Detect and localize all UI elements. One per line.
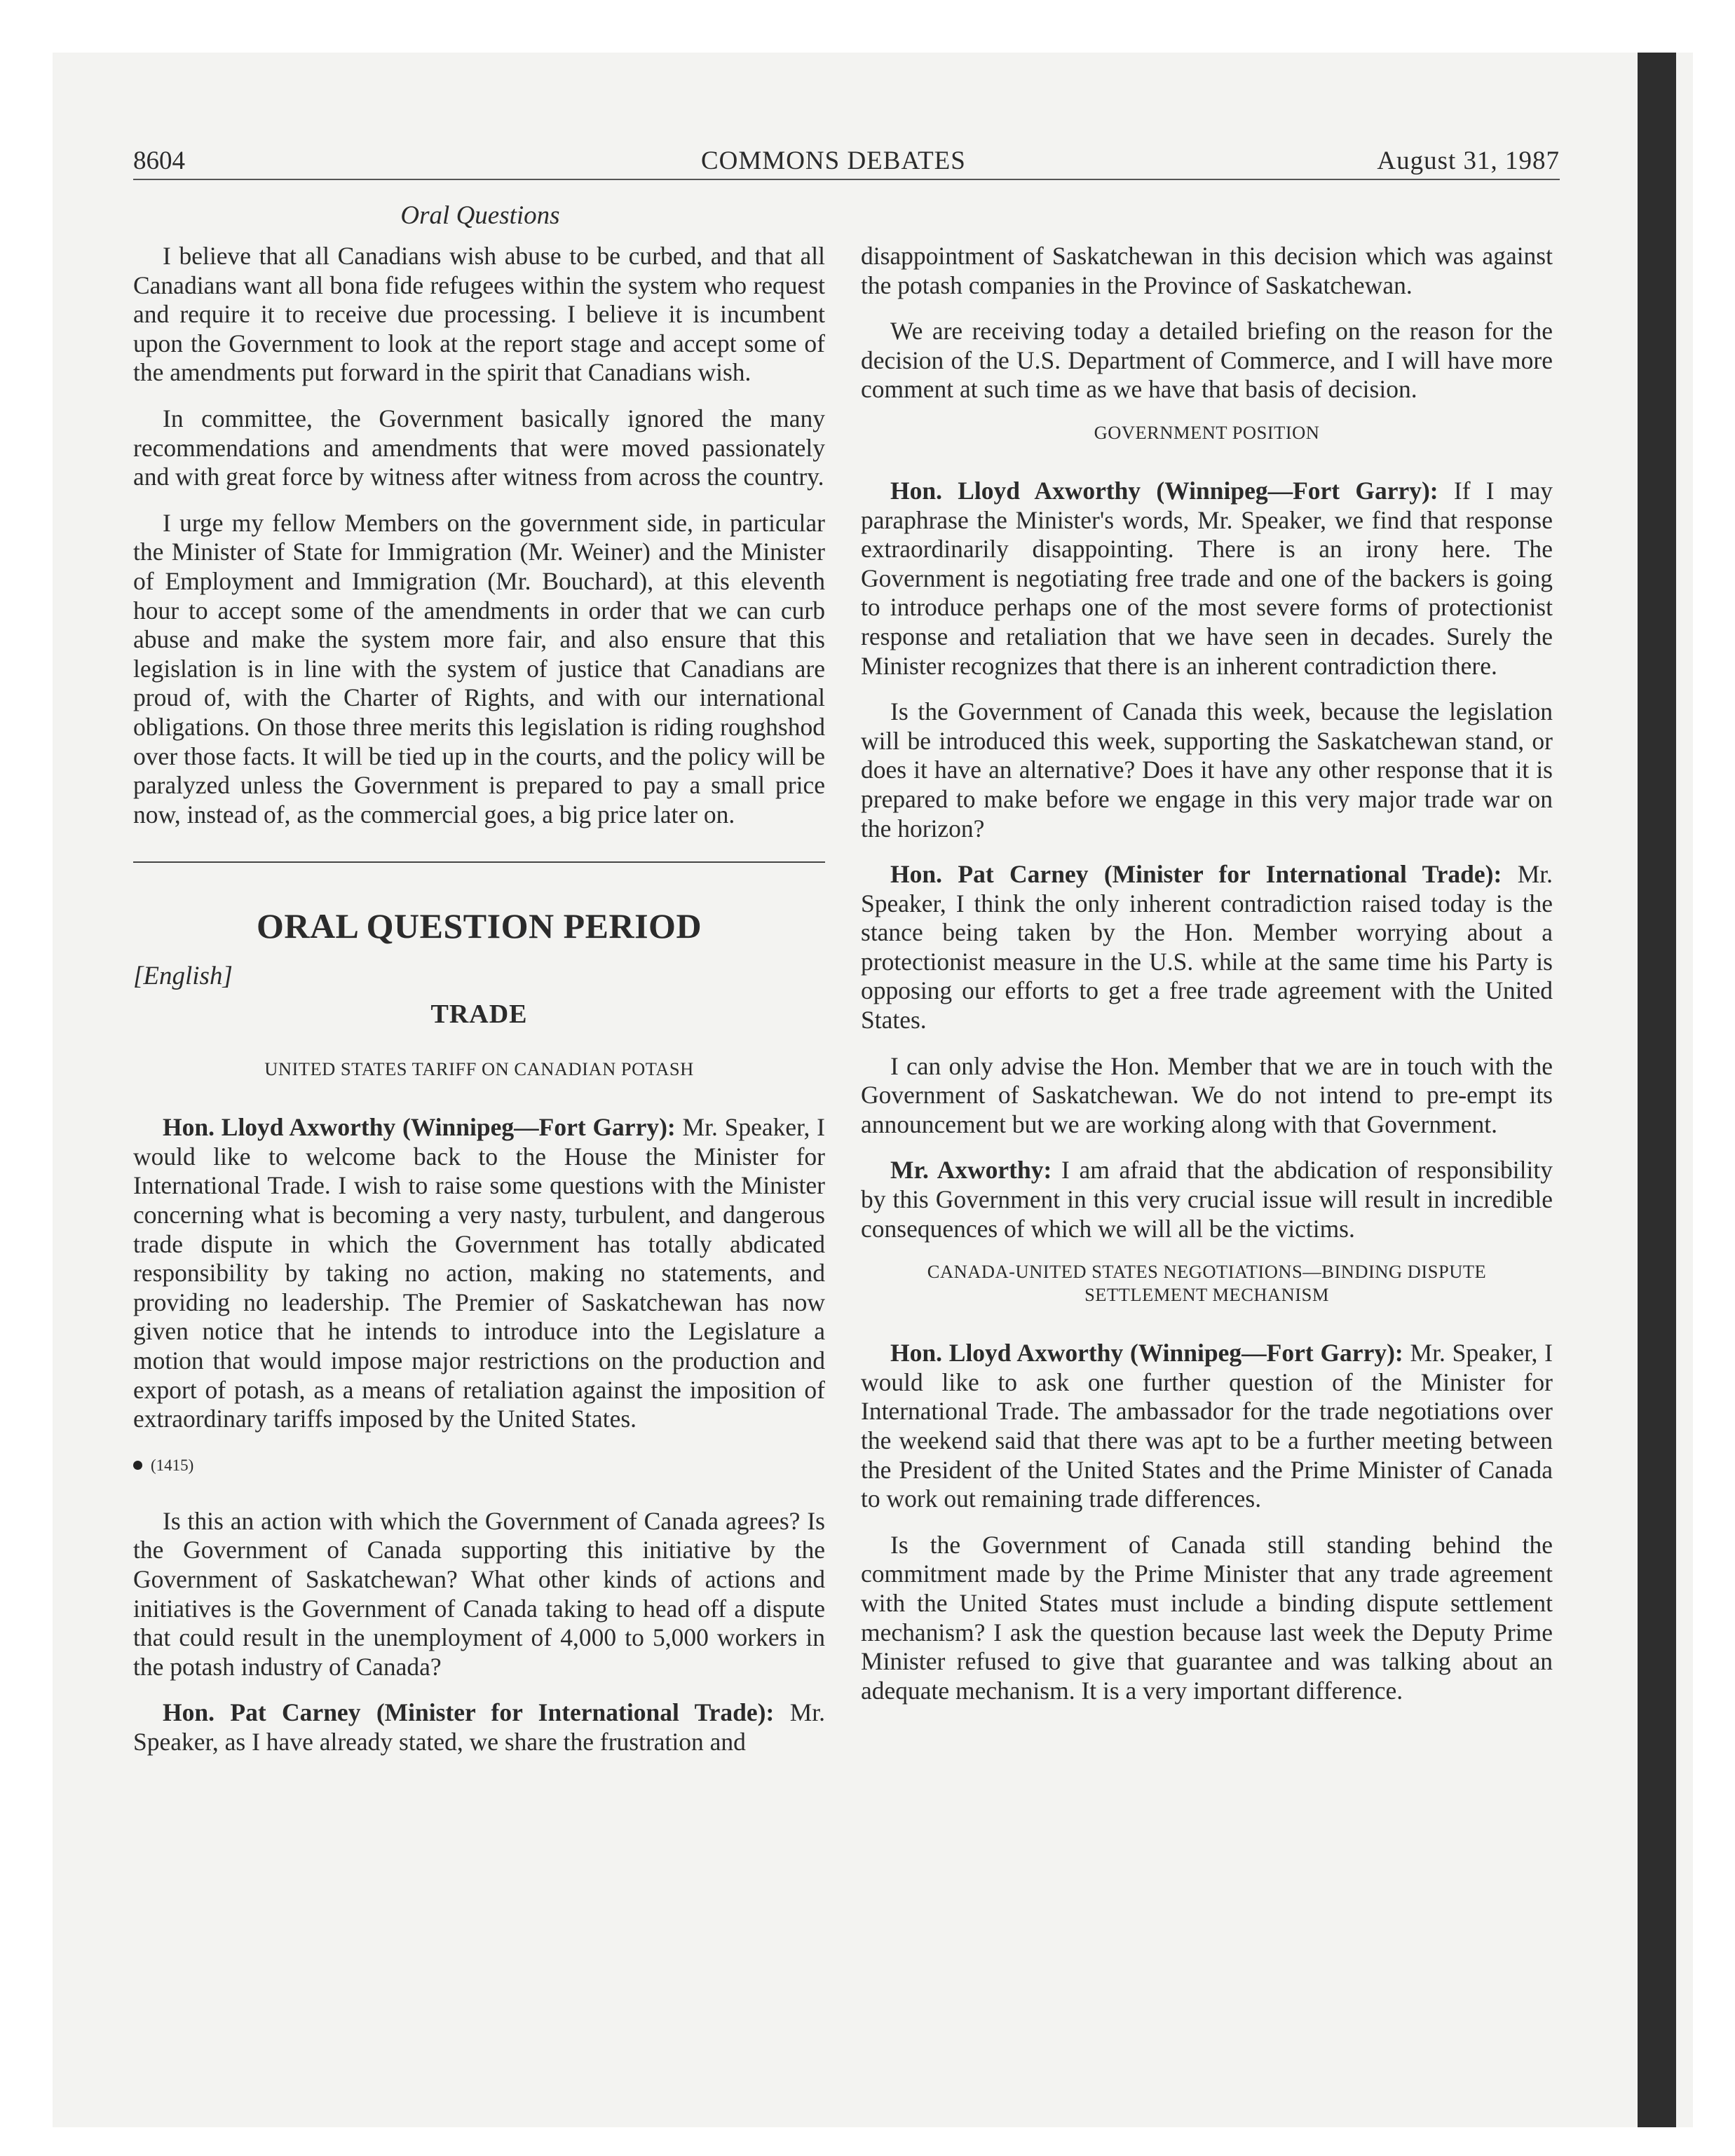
publication-title: COMMONS DEBATES	[701, 146, 966, 175]
time-marker-text: (1415)	[151, 1456, 194, 1474]
publication-date: August 31, 1987	[1377, 146, 1560, 175]
speech-text: Mr. Speaker, I think the only inherent contradiction raised today is the stance being taken by the Hon. Member worrying about a protectionist measure in the U.S. while at the same time his Party is opposing our efforts to get a free trade agreement with the United States.	[861, 860, 1553, 1035]
speaker-name: Hon. Lloyd Axworthy (Winnipeg—Fort Garry):	[163, 1113, 676, 1142]
speech-text: Mr. Speaker, I would like to ask one further question of the Minister for International Trade. The ambassador for the trade negotiations over the weekend said that there was apt to be a further meeting between the President of the United States and the Prime Minister of Canada to work out remaining trade differences.	[861, 1339, 1553, 1513]
paragraph: I urge my fellow Members on the government side, in particular the Minister of State for Immigration (Mr. Weiner) and the Minister of Employment and Immigration (Mr. Bouchard), at this eleventh hour to accept some of the amendments in order that we can curb abuse and make the system more fair, and also ensure that this legislation is in line with the system of justice that Canadians are proud of, with the Charter of Rights, and with our international obligations. On those three merits this legislation is riding roughshod over those facts. It will be tied up in the courts, and the policy will be paralyzed unless the Government is prepared to pay a small price now, instead of, as the commercial goes, a big price later on.	[133, 508, 825, 828]
speech-text: I am afraid that the abdication of responsibility by this Government in this very crucial issue will result in incredible consequences of which we will all be the victims.	[861, 1156, 1553, 1243]
speaker-name: Hon. Lloyd Axworthy (Winnipeg—Fort Garry):	[890, 476, 1438, 505]
speech-text: If I may paraphrase the Minister's words, Mr. Speaker, we find that response extraordinarily disappointing. There is an irony here. The Government is negotiating free trade and one of the backers is going to introduce perhaps one of the most severe forms of protectionist response and retaliation that we have seen in decades. Surely the Minister recognizes that there is an inherent contradiction there.	[861, 476, 1553, 680]
speaker-name: Mr. Axworthy:	[890, 1156, 1052, 1185]
speech-paragraph	[861, 1156, 1553, 1243]
paragraph: Is the Government of Canada this week, because the legislation will be introduced this week, supporting the Saskatchewan stand, or does it have an alternative? Does it have any other response that it is prepared to make before we engage in this very major trade war on the horizon?	[861, 697, 1553, 842]
section-divider	[133, 861, 825, 863]
speech-paragraph	[133, 1113, 825, 1434]
trade-heading: TRADE	[430, 999, 528, 1030]
paragraph: I can only advise the Hon. Member that we are in touch with the Government of Saskatchewan. We do not intend to pre-empt its announcement but we are working along with that Government.	[861, 1051, 1553, 1138]
time-marker	[133, 1454, 825, 1478]
subheading: UNITED STATES TARIFF ON CANADIAN POTASH	[264, 1058, 694, 1080]
language-note: [English]	[133, 962, 233, 991]
page-number: 8604	[133, 146, 185, 175]
bullet-icon	[133, 1461, 142, 1470]
header-rule	[133, 179, 1560, 180]
subheading-line: CANADA-UNITED STATES NEGOTIATIONS—BINDING DISPUTE	[927, 1261, 1487, 1283]
oral-question-period-title: ORAL QUESTION PERIOD	[256, 906, 702, 946]
paragraph: Is this an action with which the Government of Canada agrees? Is the Government of Canada supporting this initiative by the Government of Saskatchewan? What other kinds of actions and initiatives is the Government of Canada taking to head off a dispute that could result in the unemployment of 4,000 to 5,000 workers in the potash industry of Canada?	[133, 1506, 825, 1681]
speech-paragraph	[861, 1339, 1553, 1514]
speech-paragraph	[133, 1698, 825, 1756]
speaker-name: Hon. Pat Carney (Minister for International Trade):	[163, 1698, 775, 1727]
paragraph: Is the Government of Canada still standing behind the commitment made by the Prime Minister that any trade agreement with the United States must include a binding dispute settlement mechanism? I ask the question because last week the Deputy Prime Minister refused to give that guarantee and was talking about an adequate mechanism. It is a very important difference.	[861, 1530, 1553, 1705]
paragraph: I believe that all Canadians wish abuse to be curbed, and that all Canadians want all bona fide refugees within the system who request and require it to receive due processing. I believe it is incumbent upon the Government to look at the report stage and accept some of the amendments put forward in the spirit that Canadians wish.	[133, 242, 825, 387]
speaker-name: Hon. Pat Carney (Minister for International Trade):	[890, 860, 1502, 889]
paragraph: We are receiving today a detailed briefing on the reason for the decision of the U.S. Department of Commerce, and I will have more comment at such time as we have that basis of decision.	[861, 317, 1553, 404]
section-label: Oral Questions	[400, 201, 560, 230]
speech-text: Mr. Speaker, I would like to welcome back to the House the Minister for International Trade. I wish to raise some questions with the Minister concerning what is becoming a very nasty, turbulent, and dangerous trade dispute in which the Government has totally abdicated responsibility by taking no action, making no statements, and providing no leadership. The Premier of Saskatchewan has now given notice that he intends to introduce into the Legislature a motion that would impose major restrictions on the production and export of potash, as a means of retaliation against the imposition of extraordinary tariffs imposed by the United States.	[133, 1113, 825, 1433]
speech-text: Mr. Speaker, as I have already stated, we share the frustration and	[133, 1698, 825, 1756]
scan-edge-shadow	[1638, 53, 1676, 2127]
paragraph: disappointment of Saskatchewan in this decision which was against the potash companies in the Province of Saskatchewan.	[861, 242, 1553, 299]
right-column	[861, 242, 1553, 1722]
subheading-line: SETTLEMENT MECHANISM	[1084, 1284, 1329, 1306]
left-column	[133, 242, 825, 1774]
subheading: GOVERNMENT POSITION	[1094, 421, 1320, 443]
paragraph: In committee, the Government basically ignored the many recommendations and amendments that were moved passionately and with great force by witness after witness from across the country.	[133, 404, 825, 491]
subheading	[861, 1260, 1553, 1306]
speech-paragraph	[861, 477, 1553, 681]
speech-paragraph	[861, 860, 1553, 1035]
speaker-name: Hon. Lloyd Axworthy (Winnipeg—Fort Garry):	[890, 1339, 1403, 1367]
